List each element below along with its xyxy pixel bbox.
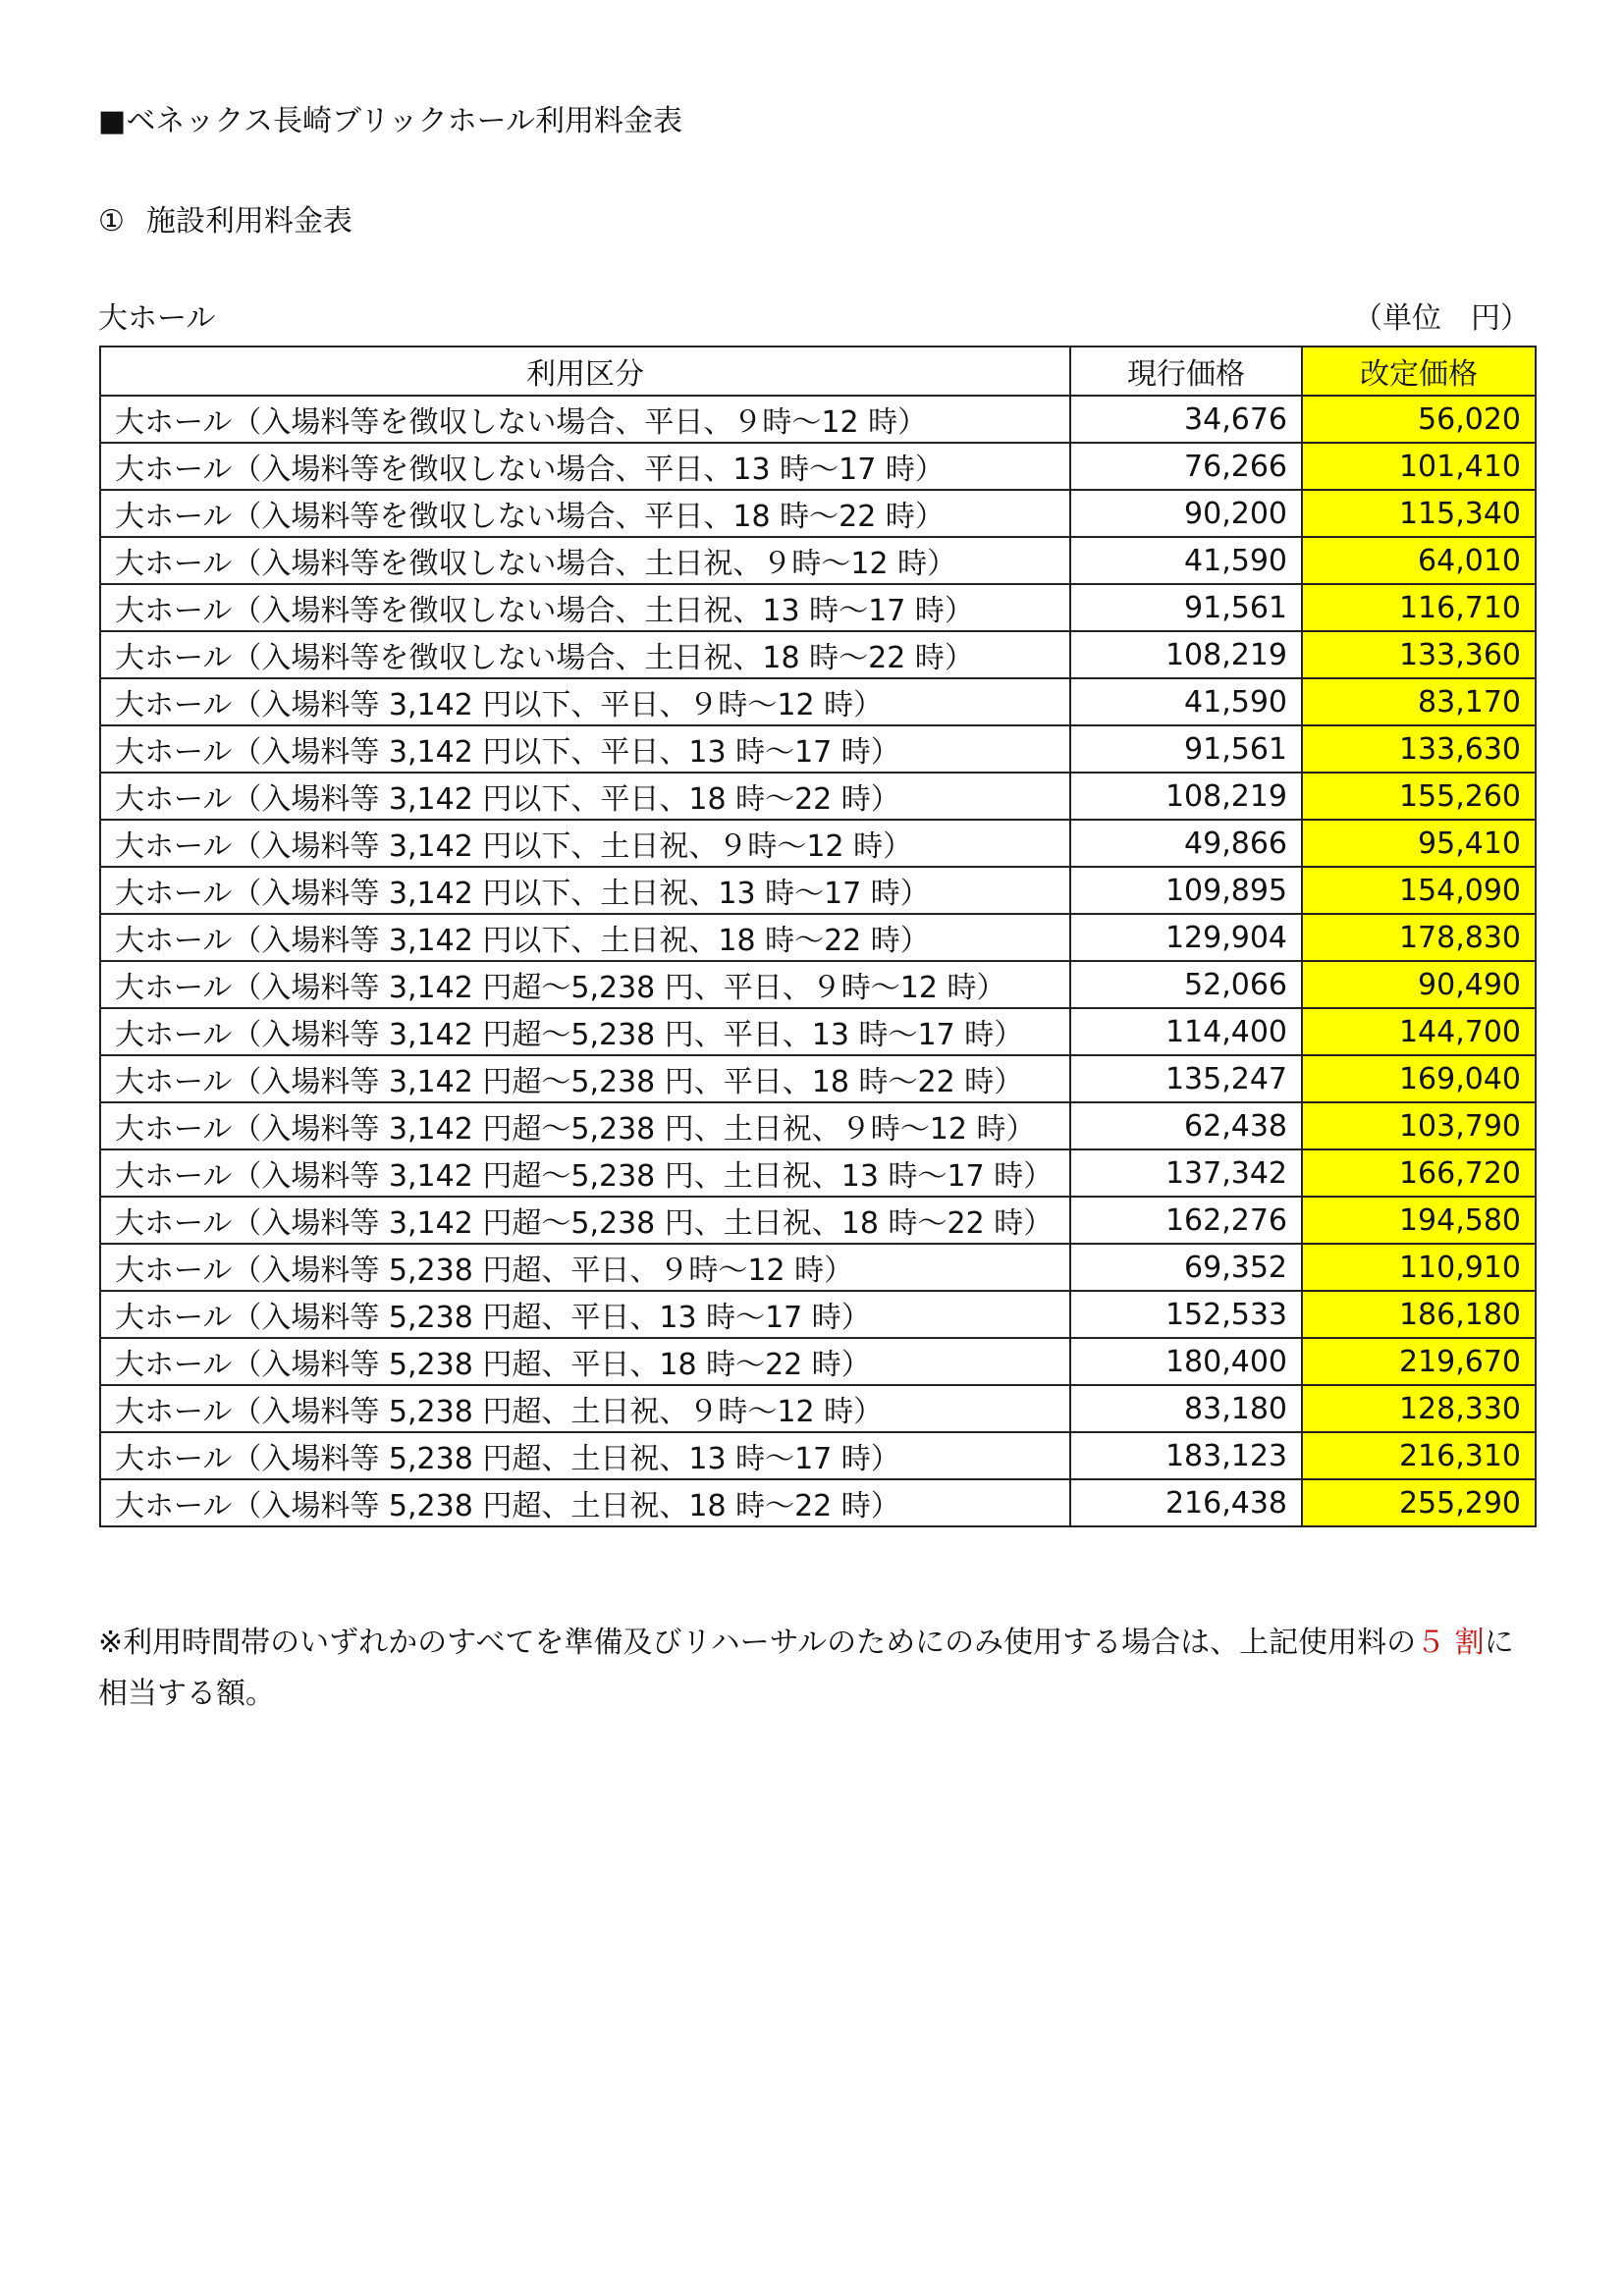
revised-price-cell: 90,490 xyxy=(1302,961,1536,1008)
unit-note: （単位 円） xyxy=(1353,301,1530,336)
category-cell: 大ホール（入場料等を徴収しない場合、土日祝、９時～12 時） xyxy=(100,537,1070,584)
table-row xyxy=(100,867,1536,914)
revised-price-cell: 178,830 xyxy=(1302,914,1536,961)
current-price-cell: 91,561 xyxy=(1070,584,1302,631)
category-cell: 大ホール（入場料等 5,238 円超、土日祝、13 時～17 時） xyxy=(100,1432,1070,1479)
table-row xyxy=(100,678,1536,725)
revised-price-cell: 154,090 xyxy=(1302,867,1536,914)
current-price-cell: 49,866 xyxy=(1070,820,1302,867)
current-price-cell: 91,561 xyxy=(1070,725,1302,773)
current-price-cell: 216,438 xyxy=(1070,1479,1302,1526)
table-row xyxy=(100,396,1536,443)
table-row xyxy=(100,1479,1536,1526)
footnote-emphasis: ５ 割 xyxy=(1416,1626,1485,1660)
current-price-cell: 62,438 xyxy=(1070,1102,1302,1149)
header-revised-price: 改定価格 xyxy=(1302,347,1536,396)
table-row xyxy=(100,631,1536,678)
table-row xyxy=(100,1338,1536,1385)
table-row xyxy=(100,1055,1536,1102)
table-row xyxy=(100,537,1536,584)
fee-table xyxy=(99,346,1537,1527)
table-row xyxy=(100,820,1536,867)
category-cell: 大ホール（入場料等 3,142 円以下、平日、９時～12 時） xyxy=(100,678,1070,725)
revised-price-cell: 144,700 xyxy=(1302,1008,1536,1055)
current-price-cell: 109,895 xyxy=(1070,867,1302,914)
revised-price-cell: 219,670 xyxy=(1302,1338,1536,1385)
current-price-cell: 76,266 xyxy=(1070,443,1302,490)
table-row xyxy=(100,1432,1536,1479)
category-cell: 大ホール（入場料等 3,142 円以下、土日祝、９時～12 時） xyxy=(100,820,1070,867)
revised-price-cell: 103,790 xyxy=(1302,1102,1536,1149)
section-number: ① xyxy=(98,204,125,239)
current-price-cell: 52,066 xyxy=(1070,961,1302,1008)
revised-price-cell: 128,330 xyxy=(1302,1385,1536,1432)
category-cell: 大ホール（入場料等を徴収しない場合、土日祝、18 時～22 時） xyxy=(100,631,1070,678)
revised-price-cell: 115,340 xyxy=(1302,490,1536,537)
category-cell: 大ホール（入場料等 3,142 円以下、平日、18 時～22 時） xyxy=(100,773,1070,820)
category-cell: 大ホール（入場料等を徴収しない場合、平日、18 時～22 時） xyxy=(100,490,1070,537)
current-price-cell: 41,590 xyxy=(1070,678,1302,725)
current-price-cell: 129,904 xyxy=(1070,914,1302,961)
table-row xyxy=(100,914,1536,961)
header-current-price: 現行価格 xyxy=(1070,347,1302,396)
category-cell: 大ホール（入場料等 3,142 円以下、平日、13 時～17 時） xyxy=(100,725,1070,773)
revised-price-cell: 194,580 xyxy=(1302,1197,1536,1244)
revised-price-cell: 116,710 xyxy=(1302,584,1536,631)
fee-table-header xyxy=(100,347,1536,396)
category-cell: 大ホール（入場料等 3,142 円超～5,238 円、平日、９時～12 時） xyxy=(100,961,1070,1008)
current-price-cell: 108,219 xyxy=(1070,773,1302,820)
table-row xyxy=(100,1244,1536,1291)
current-price-cell: 69,352 xyxy=(1070,1244,1302,1291)
header-row xyxy=(100,347,1536,396)
table-row xyxy=(100,961,1536,1008)
table-row xyxy=(100,1197,1536,1244)
revised-price-cell: 110,910 xyxy=(1302,1244,1536,1291)
header-category: 利用区分 xyxy=(100,347,1070,396)
category-cell: 大ホール（入場料等 3,142 円超～5,238 円、土日祝、９時～12 時） xyxy=(100,1102,1070,1149)
revised-price-cell: 83,170 xyxy=(1302,678,1536,725)
table-row xyxy=(100,725,1536,773)
category-cell: 大ホール（入場料等 5,238 円超、平日、18 時～22 時） xyxy=(100,1338,1070,1385)
section-heading xyxy=(98,202,352,241)
table-row xyxy=(100,490,1536,537)
table-row xyxy=(100,584,1536,631)
category-cell: 大ホール（入場料等 3,142 円超～5,238 円、土日祝、18 時～22 時） xyxy=(100,1197,1070,1244)
table-row xyxy=(100,773,1536,820)
current-price-cell: 137,342 xyxy=(1070,1149,1302,1197)
current-price-cell: 183,123 xyxy=(1070,1432,1302,1479)
revised-price-cell: 155,260 xyxy=(1302,773,1536,820)
table-row xyxy=(100,1291,1536,1338)
footnote xyxy=(98,1618,1538,1720)
category-cell: 大ホール（入場料等 5,238 円超、土日祝、18 時～22 時） xyxy=(100,1479,1070,1526)
revised-price-cell: 133,630 xyxy=(1302,725,1536,773)
current-price-cell: 108,219 xyxy=(1070,631,1302,678)
revised-price-cell: 133,360 xyxy=(1302,631,1536,678)
revised-price-cell: 56,020 xyxy=(1302,396,1536,443)
current-price-cell: 83,180 xyxy=(1070,1385,1302,1432)
current-price-cell: 90,200 xyxy=(1070,490,1302,537)
table-row xyxy=(100,1102,1536,1149)
current-price-cell: 152,533 xyxy=(1070,1291,1302,1338)
category-cell: 大ホール（入場料等 3,142 円以下、土日祝、18 時～22 時） xyxy=(100,914,1070,961)
table-row xyxy=(100,1385,1536,1432)
revised-price-cell: 255,290 xyxy=(1302,1479,1536,1526)
fee-table-body xyxy=(100,396,1536,1526)
category-cell: 大ホール（入場料等 3,142 円以下、土日祝、13 時～17 時） xyxy=(100,867,1070,914)
revised-price-cell: 95,410 xyxy=(1302,820,1536,867)
current-price-cell: 135,247 xyxy=(1070,1055,1302,1102)
category-cell: 大ホール（入場料等を徴収しない場合、土日祝、13 時～17 時） xyxy=(100,584,1070,631)
footnote-text: ※利用時間帯のいずれかのすべてを準備及びリハーサルのためにのみ使用する場合は、上記使用料の xyxy=(98,1626,1417,1660)
section-title: 施設利用料金表 xyxy=(145,204,352,239)
category-cell: 大ホール（入場料等 3,142 円超～5,238 円、土日祝、13 時～17 時） xyxy=(100,1149,1070,1197)
footnote-text-end: に相当する額。 xyxy=(98,1626,1514,1711)
current-price-cell: 41,590 xyxy=(1070,537,1302,584)
current-price-cell: 162,276 xyxy=(1070,1197,1302,1244)
category-cell: 大ホール（入場料等 5,238 円超、平日、９時～12 時） xyxy=(100,1244,1070,1291)
category-cell: 大ホール（入場料等を徴収しない場合、平日、９時～12 時） xyxy=(100,396,1070,443)
revised-price-cell: 166,720 xyxy=(1302,1149,1536,1197)
document-title: ■ベネックス長崎ブリックホール利用料金表 xyxy=(98,104,683,138)
table-row xyxy=(100,1008,1536,1055)
category-cell: 大ホール（入場料等 3,142 円超～5,238 円、平日、13 時～17 時） xyxy=(100,1008,1070,1055)
current-price-cell: 180,400 xyxy=(1070,1338,1302,1385)
revised-price-cell: 101,410 xyxy=(1302,443,1536,490)
table-caption: 大ホール xyxy=(98,301,216,336)
revised-price-cell: 64,010 xyxy=(1302,537,1536,584)
table-row xyxy=(100,1149,1536,1197)
category-cell: 大ホール（入場料等 3,142 円超～5,238 円、平日、18 時～22 時） xyxy=(100,1055,1070,1102)
revised-price-cell: 169,040 xyxy=(1302,1055,1536,1102)
revised-price-cell: 216,310 xyxy=(1302,1432,1536,1479)
current-price-cell: 34,676 xyxy=(1070,396,1302,443)
table-row xyxy=(100,443,1536,490)
revised-price-cell: 186,180 xyxy=(1302,1291,1536,1338)
category-cell: 大ホール（入場料等 5,238 円超、土日祝、９時～12 時） xyxy=(100,1385,1070,1432)
current-price-cell: 114,400 xyxy=(1070,1008,1302,1055)
category-cell: 大ホール（入場料等 5,238 円超、平日、13 時～17 時） xyxy=(100,1291,1070,1338)
category-cell: 大ホール（入場料等を徴収しない場合、平日、13 時～17 時） xyxy=(100,443,1070,490)
